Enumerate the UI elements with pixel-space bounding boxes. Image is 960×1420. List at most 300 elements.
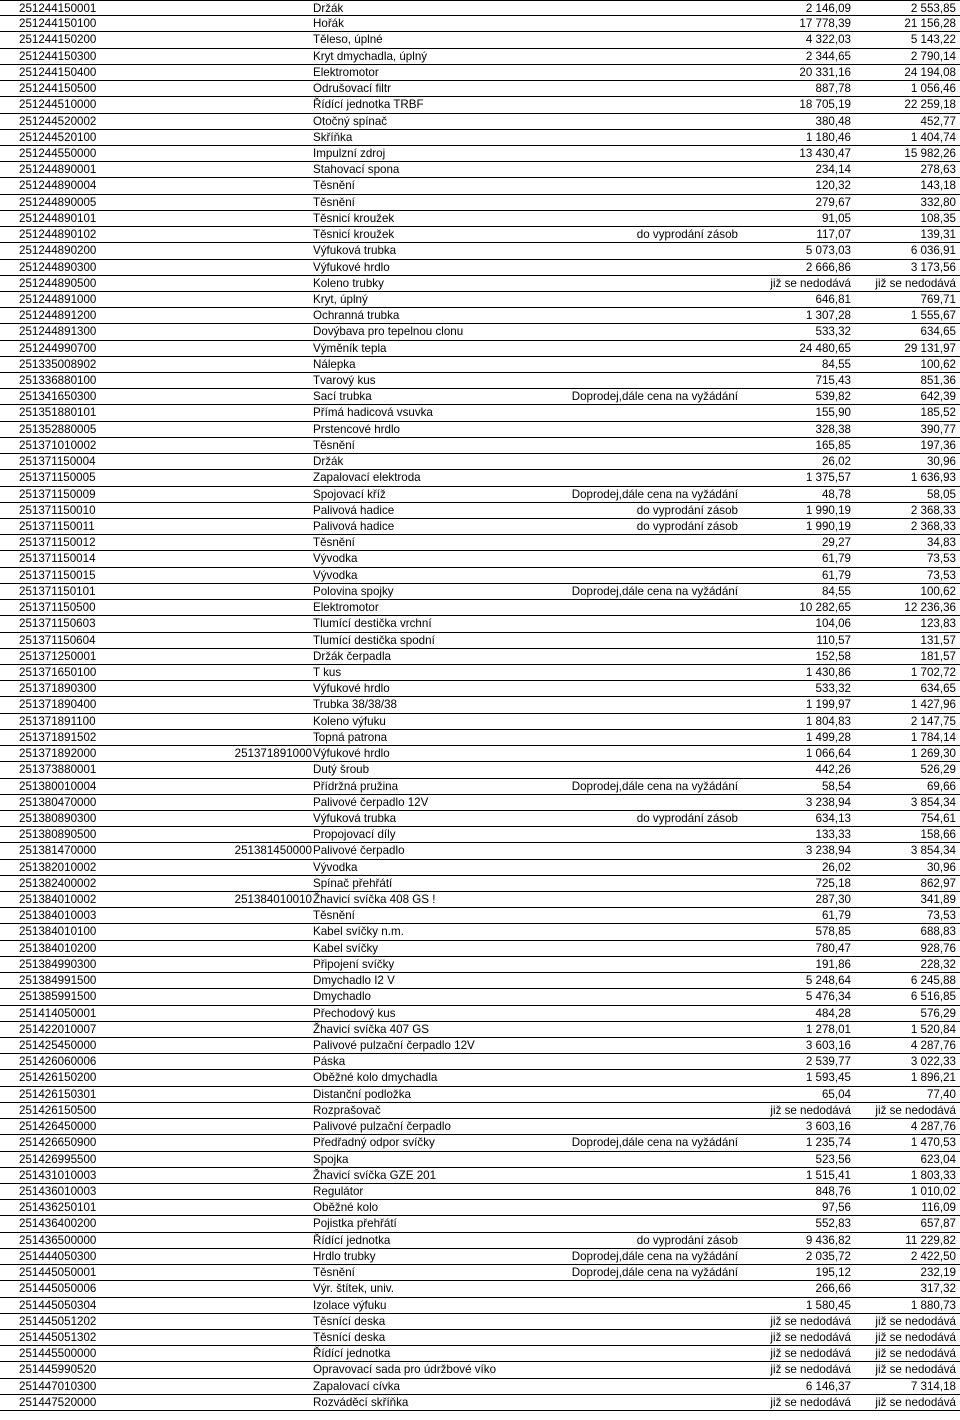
part-name-cell: Dmychadlo I2 V — [313, 974, 395, 988]
table-row — [0, 1200, 960, 1216]
price-with-vat-cell: 1 880,73 — [910, 1298, 956, 1312]
part-name-cell: Výměník tepla — [313, 341, 387, 355]
availability-note-cell: do vyprodání zásob — [636, 811, 738, 825]
price-with-vat-cell: 6 516,85 — [910, 990, 956, 1004]
table-row — [0, 1184, 960, 1200]
table-row — [0, 1119, 960, 1135]
table-row — [0, 1281, 960, 1297]
price-with-vat-cell: již se nedodává — [875, 1330, 956, 1344]
price-with-vat-cell: 1 404,74 — [910, 130, 956, 144]
price-with-vat-cell: 1 470,53 — [910, 1136, 956, 1150]
part-name-cell: Výfuková trubka — [313, 811, 397, 825]
part-code-cell: 251380470000 — [19, 795, 97, 809]
price-without-vat-cell: 2 539,77 — [805, 1055, 851, 1069]
part-name-cell: Impulzní zdroj — [313, 146, 386, 160]
price-with-vat-cell: již se nedodává — [875, 276, 956, 290]
price-without-vat-cell: 165,85 — [815, 438, 851, 452]
price-with-vat-cell: 1 636,93 — [910, 471, 956, 485]
part-code-cell: 251426060006 — [19, 1055, 97, 1069]
table-row — [0, 989, 960, 1005]
price-with-vat-cell: 1 269,30 — [910, 747, 956, 761]
price-with-vat-cell: 1 896,21 — [910, 1071, 956, 1085]
table-row — [0, 600, 960, 616]
table-row — [0, 211, 960, 227]
part-name-cell: Těsnicí kroužek — [313, 211, 395, 225]
part-name-cell: Kabel svíčky n.m. — [313, 925, 404, 939]
part-code-cell: 251244891300 — [19, 325, 97, 339]
price-with-vat-cell: 1 427,96 — [910, 698, 956, 712]
price-with-vat-cell: 4 287,76 — [910, 1039, 956, 1052]
table-row — [0, 519, 960, 535]
part-name-cell: Palivová hadice — [313, 520, 395, 533]
part-code-cell: 251380890300 — [19, 811, 97, 825]
part-code-cell: 251382400002 — [19, 876, 97, 890]
availability-note-cell: Doprodej,dále cena na vyžádání — [571, 1249, 738, 1263]
part-name-cell: Stahovací spona — [313, 163, 400, 177]
part-code-cell: 251244890500 — [19, 276, 97, 290]
part-name-cell: Výfukové hrdlo — [313, 747, 390, 761]
part-code-cell: 251380010004 — [19, 779, 97, 793]
price-without-vat-cell: 65,04 — [821, 1087, 851, 1101]
price-without-vat-cell: již se nedodává — [770, 1103, 851, 1117]
part-code-cell: 251445051302 — [19, 1330, 97, 1344]
price-without-vat-cell: 1 804,83 — [805, 714, 851, 728]
availability-note-cell: do vyprodání zásob — [636, 1233, 738, 1247]
price-without-vat-cell: 1 307,28 — [805, 309, 851, 323]
table-row — [0, 1330, 960, 1346]
price-with-vat-cell: 139,31 — [920, 228, 956, 242]
price-without-vat-cell: 61,79 — [821, 909, 851, 923]
price-with-vat-cell: 862,97 — [920, 876, 956, 890]
table-row — [0, 1168, 960, 1184]
part-name-cell: Palivové pulzační čerpadlo — [313, 1120, 451, 1134]
table-row — [0, 503, 960, 519]
price-with-vat-cell: 623,04 — [920, 1152, 956, 1166]
price-with-vat-cell: 1 784,14 — [910, 730, 956, 744]
table-row — [0, 487, 960, 503]
price-with-vat-cell: 634,65 — [920, 682, 956, 696]
price-without-vat-cell: 380,48 — [815, 114, 851, 128]
part-code-cell: 251371891502 — [19, 730, 97, 744]
part-code-cell: 251447520000 — [19, 1395, 97, 1409]
part-name-cell: Tlumící destička vrchní — [313, 617, 432, 631]
price-with-vat-cell: 3 854,34 — [910, 844, 956, 858]
table-row — [0, 1233, 960, 1249]
part-name-cell: Výfukové hrdlo — [313, 260, 390, 274]
part-name-cell: Zapalovací cívka — [313, 1379, 400, 1393]
part-code-cell: 251371892000 — [19, 747, 97, 761]
price-with-vat-cell: 2 147,75 — [910, 714, 956, 728]
part-name-cell: Vývodka — [313, 568, 358, 582]
price-without-vat-cell: 5 073,03 — [805, 244, 851, 258]
table-row — [0, 568, 960, 584]
availability-note-cell: Doprodej,dále cena na vyžádání — [571, 390, 738, 404]
price-without-vat-cell: 1 066,64 — [805, 747, 851, 761]
table-row — [0, 1265, 960, 1281]
price-without-vat-cell: 1 430,86 — [805, 665, 851, 679]
price-without-vat-cell: již se nedodává — [770, 1363, 851, 1377]
price-without-vat-cell: 1 593,45 — [805, 1071, 851, 1085]
part-name-cell: Odrušovací filtr — [313, 82, 391, 96]
table-row — [0, 1152, 960, 1168]
table-row — [0, 49, 960, 65]
price-with-vat-cell: 2 422,50 — [910, 1249, 956, 1263]
table-row — [0, 843, 960, 859]
part-code-cell: 251371250001 — [19, 649, 97, 663]
price-without-vat-cell: 287,30 — [815, 893, 851, 907]
price-with-vat-cell: 1 056,46 — [910, 82, 956, 96]
table-row — [0, 957, 960, 973]
table-row — [0, 811, 960, 827]
part-name-cell: Palivové pulzační čerpadlo 12V — [313, 1039, 475, 1052]
price-with-vat-cell: 131,57 — [920, 633, 956, 647]
price-without-vat-cell: 110,57 — [816, 633, 851, 647]
price-with-vat-cell: 688,83 — [920, 925, 956, 939]
table-row — [0, 1346, 960, 1362]
part-code-cell: 251436400200 — [19, 1217, 97, 1231]
part-code-cell: 251244890300 — [19, 260, 97, 274]
part-code-cell: 251436500000 — [19, 1233, 97, 1247]
table-row — [0, 1038, 960, 1054]
price-without-vat-cell: 634,13 — [815, 811, 851, 825]
part-code-cell: 251373880001 — [19, 763, 97, 777]
price-without-vat-cell: 4 322,03 — [805, 33, 851, 47]
part-code-cell: 251244150300 — [19, 49, 97, 63]
part-name-cell: Dmychadlo — [313, 990, 371, 1004]
price-without-vat-cell: 2 344,65 — [805, 49, 851, 63]
table-row — [0, 32, 960, 48]
part-name-cell: Zapalovací elektroda — [313, 471, 421, 485]
part-name-cell: Připojení svíčky — [313, 957, 395, 971]
price-with-vat-cell: 73,53 — [926, 552, 956, 566]
price-with-vat-cell: 278,63 — [920, 163, 956, 177]
part-code-cell: 251244150200 — [19, 33, 97, 47]
part-code-cell: 251244890200 — [19, 244, 97, 258]
price-with-vat-cell: 181,57 — [920, 649, 956, 663]
price-without-vat-cell: 533,32 — [815, 682, 851, 696]
price-without-vat-cell: 3 603,16 — [805, 1039, 851, 1052]
table-row — [0, 178, 960, 194]
part-code-cell: 251445050304 — [19, 1298, 97, 1312]
price-with-vat-cell: 928,76 — [920, 941, 956, 955]
part-name-cell: Přídržná pružina — [313, 779, 399, 793]
table-row — [0, 405, 960, 421]
part-code-cell: 251426150200 — [19, 1071, 97, 1085]
price-without-vat-cell: 120,32 — [815, 179, 851, 193]
part-name-cell: Těsnící deska — [313, 1330, 386, 1344]
part-code-cell: 251371150009 — [19, 487, 96, 501]
price-without-vat-cell: 20 331,16 — [799, 65, 851, 79]
table-row — [0, 454, 960, 470]
price-with-vat-cell: již se nedodává — [875, 1395, 956, 1409]
price-without-vat-cell: 523,56 — [815, 1152, 851, 1166]
price-with-vat-cell: 30,96 — [926, 455, 956, 469]
price-with-vat-cell: 2 553,85 — [910, 2, 956, 15]
part-code-cell: 251426650900 — [19, 1136, 97, 1150]
table-row — [0, 470, 960, 486]
part-code-cell: 251384991500 — [19, 974, 97, 988]
part-code-cell: 251371150604 — [19, 633, 96, 647]
part-name-cell: Rozváděcí skříňka — [313, 1395, 409, 1409]
price-with-vat-cell: 5 143,22 — [910, 33, 956, 47]
price-without-vat-cell: 552,83 — [815, 1217, 851, 1231]
price-without-vat-cell: 725,18 — [815, 876, 851, 890]
part-name-cell: Koleno výfuku — [313, 714, 386, 728]
price-with-vat-cell: 1 520,84 — [910, 1022, 956, 1036]
table-row — [0, 1022, 960, 1038]
price-without-vat-cell: 84,55 — [821, 584, 851, 598]
price-with-vat-cell: 332,80 — [920, 195, 956, 209]
part-name-cell: Řídící jednotka — [313, 1347, 391, 1361]
table-row — [0, 892, 960, 908]
part-code-cell: 251425450000 — [19, 1039, 97, 1052]
price-without-vat-cell: 24 480,65 — [799, 341, 851, 355]
part-name-cell: Nálepka — [313, 357, 356, 371]
table-row — [0, 779, 960, 795]
replacement-code-cell: 251371891000 — [234, 747, 312, 761]
part-code-cell: 251431010003 — [19, 1168, 97, 1182]
price-with-vat-cell: 143,18 — [920, 179, 956, 193]
part-code-cell: 251371150015 — [19, 568, 96, 582]
part-name-cell: Tvarový kus — [313, 374, 376, 388]
price-without-vat-cell: 61,79 — [821, 552, 851, 566]
price-with-vat-cell: 12 236,36 — [904, 601, 956, 615]
table-row — [0, 292, 960, 308]
part-name-cell: Držák čerpadla — [313, 649, 391, 663]
price-without-vat-cell: 133,33 — [815, 828, 851, 842]
part-code-cell: 251371150012 — [19, 536, 96, 550]
price-without-vat-cell: 1 199,97 — [805, 698, 851, 712]
price-without-vat-cell: 97,56 — [821, 1201, 851, 1215]
price-without-vat-cell: 18 705,19 — [799, 98, 851, 112]
price-with-vat-cell: 29 131,97 — [904, 341, 956, 355]
part-name-cell: Skříňka — [313, 130, 353, 144]
part-name-cell: Předřadný odpor svíčky — [313, 1136, 435, 1150]
part-name-cell: Hořák — [313, 17, 344, 31]
part-name-cell: Distanční podložka — [313, 1087, 411, 1101]
part-name-cell: Regulátor — [313, 1184, 364, 1198]
price-without-vat-cell: 1 499,28 — [805, 730, 851, 744]
price-with-vat-cell: 754,61 — [920, 811, 956, 825]
price-without-vat-cell: 2 666,86 — [805, 260, 851, 274]
part-name-cell: Spojovací kříž — [313, 487, 386, 501]
price-without-vat-cell: 29,27 — [821, 536, 851, 550]
table-row — [0, 1314, 960, 1330]
price-with-vat-cell: 15 982,26 — [904, 146, 956, 160]
price-with-vat-cell: 576,29 — [920, 1006, 956, 1020]
table-row — [0, 81, 960, 97]
table-row — [0, 876, 960, 892]
part-code-cell: 251371150500 — [19, 601, 96, 615]
part-name-cell: Koleno trubky — [313, 276, 384, 290]
part-name-cell: Dovýbava pro tepelnou clonu — [313, 325, 464, 339]
part-name-cell: Těleso, úplné — [313, 33, 383, 47]
part-code-cell: 251371150005 — [19, 471, 96, 485]
table-row — [0, 616, 960, 632]
part-code-cell: 251244520100 — [19, 130, 97, 144]
table-row — [0, 908, 960, 924]
price-without-vat-cell: 104,06 — [815, 617, 851, 631]
table-row — [0, 114, 960, 130]
part-name-cell: Řídící jednotka TRBF — [313, 98, 424, 112]
part-code-cell: 251426450000 — [19, 1120, 97, 1134]
price-with-vat-cell: 2 368,33 — [910, 520, 956, 533]
price-with-vat-cell: 232,19 — [920, 1266, 956, 1280]
price-without-vat-cell: 539,82 — [815, 390, 851, 404]
part-name-cell: Tlumící destička spodní — [313, 633, 435, 647]
table-row — [0, 1054, 960, 1070]
price-with-vat-cell: 73,53 — [926, 568, 956, 582]
part-code-cell: 251444050300 — [19, 1249, 97, 1263]
part-name-cell: Sací trubka — [313, 390, 372, 404]
price-without-vat-cell: 646,81 — [815, 292, 851, 306]
price-with-vat-cell: 3 854,34 — [910, 795, 956, 809]
table-row — [0, 1216, 960, 1232]
availability-note-cell: Doprodej,dále cena na vyžádání — [571, 1266, 738, 1280]
part-code-cell: 251244890101 — [19, 211, 97, 225]
price-with-vat-cell: 11 229,82 — [905, 1233, 956, 1247]
price-with-vat-cell: již se nedodává — [875, 1347, 956, 1361]
price-with-vat-cell: 851,36 — [920, 374, 956, 388]
part-code-cell: 251384010100 — [19, 925, 97, 939]
part-name-cell: Prstencové hrdlo — [313, 422, 400, 436]
part-name-cell: Těsnění — [313, 1266, 355, 1280]
part-name-cell: Těsnění — [313, 438, 355, 452]
table-row — [0, 551, 960, 567]
price-without-vat-cell: 1 580,45 — [805, 1298, 851, 1312]
price-without-vat-cell: 1 375,57 — [805, 471, 851, 485]
price-with-vat-cell: 1 010,02 — [910, 1184, 956, 1198]
price-with-vat-cell: 6 036,91 — [910, 244, 956, 258]
price-with-vat-cell: 34,83 — [926, 536, 956, 550]
part-code-cell: 251244150001 — [19, 2, 97, 15]
part-name-cell: Propojovací díly — [313, 828, 396, 842]
price-with-vat-cell: 22 259,18 — [904, 98, 956, 112]
price-with-vat-cell: 123,83 — [920, 617, 956, 631]
part-name-cell: Rozprašovač — [313, 1103, 381, 1117]
price-with-vat-cell: 526,29 — [920, 763, 956, 777]
price-without-vat-cell: 848,76 — [815, 1184, 851, 1198]
availability-note-cell: Doprodej,dále cena na vyžádání — [571, 1136, 738, 1150]
price-without-vat-cell: 152,58 — [815, 649, 851, 663]
price-with-vat-cell: 24 194,08 — [904, 65, 956, 79]
part-name-cell: Vývodka — [313, 552, 358, 566]
table-row — [0, 1087, 960, 1103]
price-with-vat-cell: 341,89 — [920, 893, 956, 907]
part-name-cell: Oběžné kolo — [313, 1201, 379, 1215]
price-without-vat-cell: 533,32 — [815, 325, 851, 339]
table-row — [0, 633, 960, 649]
part-name-cell: Těsnicí kroužek — [313, 228, 395, 242]
part-code-cell: 251371150101 — [19, 584, 96, 598]
price-without-vat-cell: 26,02 — [821, 455, 851, 469]
price-without-vat-cell: 10 282,65 — [799, 601, 851, 615]
price-with-vat-cell: 452,77 — [920, 114, 956, 128]
table-row — [0, 584, 960, 600]
table-row — [0, 1006, 960, 1022]
part-code-cell: 251445051202 — [19, 1314, 97, 1328]
price-with-vat-cell: již se nedodává — [875, 1314, 956, 1328]
price-with-vat-cell: 21 156,28 — [904, 17, 956, 31]
price-with-vat-cell: 1 702,72 — [910, 665, 956, 679]
part-code-cell: 251385991500 — [19, 990, 97, 1004]
part-name-cell: Otočný spínač — [313, 114, 388, 128]
part-code-cell: 251384010002 — [19, 893, 97, 907]
table-row — [0, 195, 960, 211]
part-name-cell: Vývodka — [313, 860, 358, 874]
table-row — [0, 746, 960, 762]
part-name-cell: Trubka 38/38/38 — [313, 698, 398, 712]
part-name-cell: Palivové čerpadlo 12V — [313, 795, 429, 809]
part-code-cell: 251380890500 — [19, 828, 97, 842]
price-with-vat-cell: 1 803,33 — [910, 1168, 956, 1182]
part-code-cell: 251335008902 — [19, 357, 97, 371]
part-name-cell: Kryt, úplný — [313, 292, 368, 306]
price-with-vat-cell: 657,87 — [920, 1217, 956, 1231]
part-code-cell: 251244990700 — [19, 341, 97, 355]
price-without-vat-cell: 1 278,01 — [805, 1022, 851, 1036]
part-name-cell: Držák — [313, 2, 344, 15]
table-row — [0, 649, 960, 665]
part-name-cell: Spojka — [313, 1152, 349, 1166]
part-name-cell: Oběžné kolo dmychadla — [313, 1071, 438, 1085]
part-name-cell: Spínač přehřátí — [313, 876, 393, 890]
part-name-cell: Polovina spojky — [313, 584, 394, 598]
price-with-vat-cell: 108,35 — [920, 211, 956, 225]
table-row — [0, 276, 960, 292]
replacement-code-cell: 251381450000 — [234, 844, 312, 858]
price-with-vat-cell: 100,62 — [920, 357, 956, 371]
price-with-vat-cell: 185,52 — [920, 406, 956, 420]
part-code-cell: 251371150004 — [19, 455, 96, 469]
table-row — [0, 357, 960, 373]
price-without-vat-cell: 3 603,16 — [805, 1120, 851, 1134]
price-without-vat-cell: 117,07 — [816, 228, 851, 242]
price-without-vat-cell: 84,55 — [821, 357, 851, 371]
part-name-cell: Palivové čerpadlo — [313, 844, 405, 858]
part-name-cell: Kryt dmychadla, úplný — [313, 49, 428, 63]
price-without-vat-cell: 3 238,94 — [805, 795, 851, 809]
part-code-cell: 251445500000 — [19, 1347, 97, 1361]
table-row — [0, 1135, 960, 1151]
table-row — [0, 243, 960, 259]
price-with-vat-cell: 100,62 — [920, 584, 956, 598]
part-name-cell: Těsnící deska — [313, 1314, 386, 1328]
table-row — [0, 730, 960, 746]
table-row — [0, 341, 960, 357]
price-without-vat-cell: 3 238,94 — [805, 844, 851, 858]
part-code-cell: 251426150301 — [19, 1087, 97, 1101]
table-row — [0, 860, 960, 876]
price-without-vat-cell: 887,78 — [815, 82, 851, 96]
table-row — [0, 162, 960, 178]
price-without-vat-cell: již se nedodává — [770, 1330, 851, 1344]
price-without-vat-cell: 155,90 — [815, 406, 851, 420]
part-code-cell: 251341650300 — [19, 390, 97, 404]
price-without-vat-cell: 13 430,47 — [799, 146, 851, 160]
part-code-cell: 251371150014 — [19, 552, 96, 566]
price-without-vat-cell: 1 990,19 — [805, 520, 851, 533]
part-name-cell: Opravovací sada pro údržbové víko — [313, 1363, 497, 1377]
table-row — [0, 422, 960, 438]
table-row — [0, 973, 960, 989]
part-code-cell: 251445050001 — [19, 1266, 97, 1280]
price-with-vat-cell: 6 245,88 — [910, 974, 956, 988]
price-without-vat-cell: 578,85 — [815, 925, 851, 939]
price-without-vat-cell: 195,12 — [815, 1266, 851, 1280]
table-row — [0, 714, 960, 730]
price-without-vat-cell: 234,14 — [815, 163, 851, 177]
